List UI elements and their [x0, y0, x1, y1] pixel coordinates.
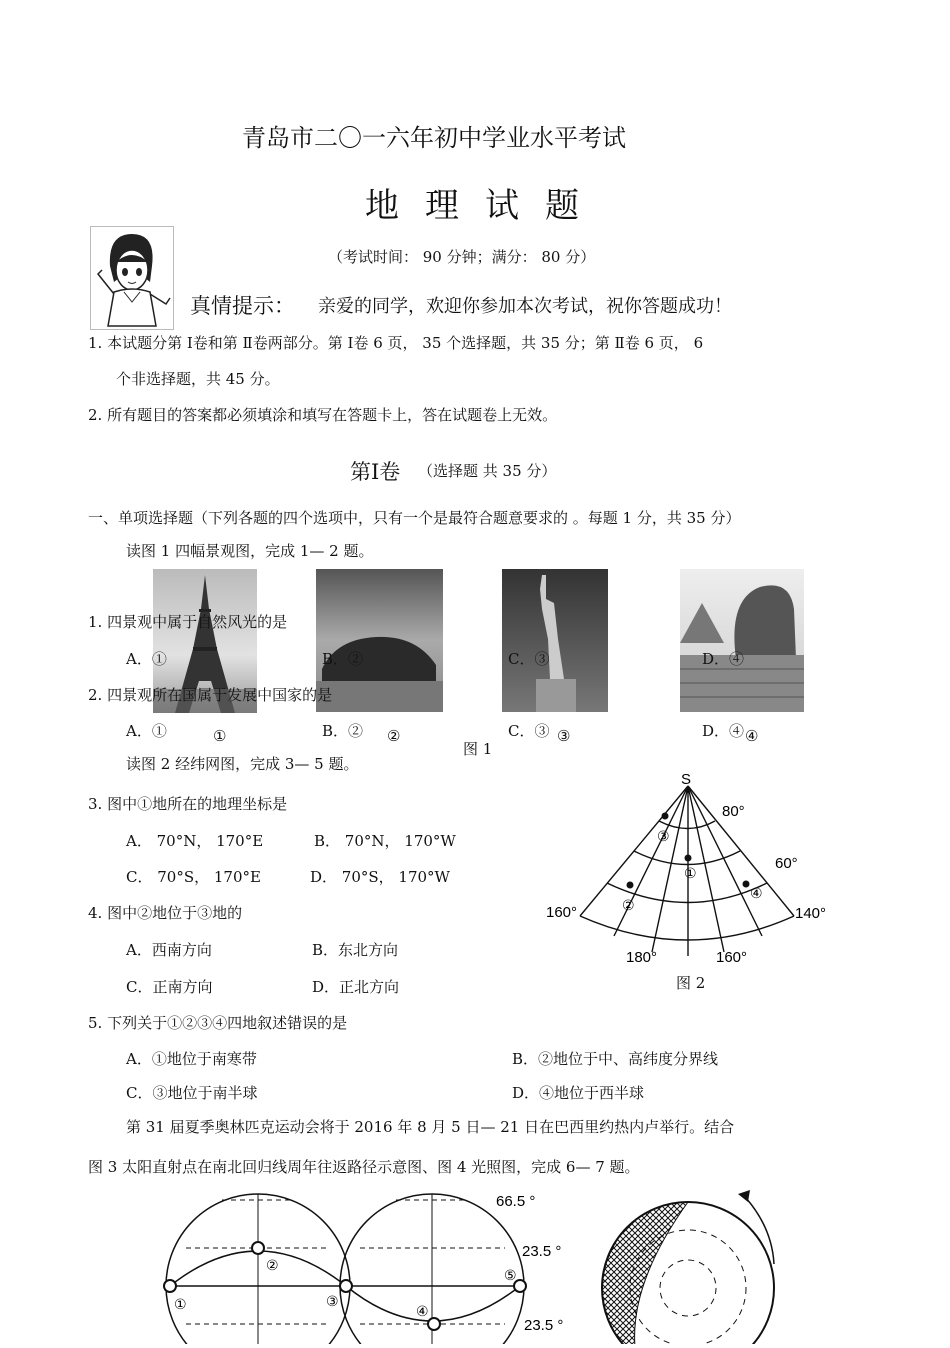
q3-option-b: B． 70°N， 170°W [314, 832, 456, 850]
q5-option-c: C．③地位于南半球 [126, 1084, 258, 1102]
q4-option-c: C．正南方向 [126, 978, 213, 996]
figure1-caption: 图 1 [463, 740, 493, 758]
figure4-illumination [596, 1188, 786, 1344]
section-heading-sub: （选择题 共 35 分） [418, 462, 557, 480]
q1-option-c: C．③ [508, 650, 550, 668]
q4-option-d: D．正北方向 [312, 978, 400, 996]
fig2-point-1: ① [684, 865, 697, 881]
fig3-point-1: ① [174, 1296, 187, 1312]
fig1-label-2: ② [387, 727, 401, 745]
q1-stem: 1. 四景观中属于自然风光的是 [88, 613, 288, 631]
uluru-rock-photo [316, 569, 443, 712]
q4-stem: 4. 图中②地位于③地的 [88, 904, 243, 922]
q4-option-a: A．西南方向 [126, 941, 212, 959]
fig3-lat-23-5-south: 23.5 ° [524, 1317, 564, 1334]
q1-option-a: A．① [126, 650, 167, 668]
figure2-caption: 图 2 [676, 974, 706, 992]
figure2-graticule [540, 766, 840, 966]
q5-stem: 5. 下列关于①②③④四地叙述错误的是 [88, 1014, 348, 1032]
note-1: 1. 本试题分第 Ⅰ卷和第 Ⅱ卷两部分。第 Ⅰ卷 6 页， 35 个选择题，共 35 分；第 Ⅱ卷 6 页， 6 [88, 334, 704, 352]
fig3-lat-23-5-north: 23.5 ° [522, 1243, 562, 1260]
q2-stem: 2. 四景观所在国属于发展中国家的是 [88, 686, 333, 704]
fig2-lon-160-left: 160° [546, 904, 578, 921]
subject-title: 地理试题 [365, 186, 605, 226]
fig1-label-3: ③ [557, 727, 571, 745]
fig1-label-4: ④ [745, 727, 759, 745]
q5-option-a: A．①地位于南寒带 [126, 1050, 257, 1068]
section-heading: 第Ⅰ卷 [350, 460, 401, 484]
fig2-lon-160-bottom: 160° [716, 949, 748, 966]
q2-option-d: D．④ [702, 722, 745, 740]
q3-option-c: C． 70°S， 170°E [126, 868, 261, 886]
q3-option-a: A． 70°N， 170°E [126, 832, 264, 850]
fig2-lat-60: 60° [775, 855, 798, 872]
olympics-paragraph-line1: 第 31 届夏季奥林匹克运动会将于 2016 年 8 月 5 日— 21 日在巴西里约热内卢举行。结合 [126, 1118, 735, 1136]
q4-option-b: B．东北方向 [312, 941, 399, 959]
fig3-point-3: ③ [326, 1293, 339, 1309]
statue-of-liberty-photo [502, 569, 608, 712]
fig2-point-3: ③ [657, 828, 670, 844]
fig2-lat-80: 80° [722, 803, 745, 820]
fig3-lat-66-5: 66.5 ° [496, 1193, 536, 1210]
note-2: 2. 所有题目的答案都必须填涂和填写在答题卡上，答在试题卷上无效。 [88, 406, 558, 424]
fig3-point-5: ⑤ [504, 1267, 517, 1283]
q2-option-a: A．① [126, 722, 167, 740]
fig3-point-4: ④ [416, 1303, 429, 1319]
q5-option-d: D．④地位于西半球 [512, 1084, 645, 1102]
q2-option-b: B．② [322, 722, 364, 740]
q1-option-b: B．② [322, 650, 364, 668]
fig2-point-4: ④ [750, 885, 763, 901]
fig3-point-2: ② [266, 1257, 279, 1273]
fig2-lon-140: 140° [795, 905, 827, 922]
section-instructions: 一、单项选择题（下列各题的四个选项中，只有一个是最符合题意要求的 。每题 1 分，共 35 分） [88, 509, 741, 527]
note-1-cont: 个非选择题，共 45 分。 [116, 370, 280, 388]
tip-label: 真情提示： [190, 294, 295, 318]
exam-time-info: （考试时间： 90 分钟；满分： 80 分） [328, 248, 596, 266]
read-figure2: 读图 2 经纬网图，完成 3— 5 题。 [126, 755, 359, 773]
q3-option-d: D． 70°S， 170°W [310, 868, 450, 886]
read-figure1: 读图 1 四幅景观图，完成 1— 2 题。 [126, 542, 374, 560]
fig2-pole-label: S [681, 771, 692, 788]
girl-illustration [90, 226, 174, 330]
fig1-label-1: ① [213, 727, 227, 745]
figure3-sun-path [150, 1186, 590, 1344]
q1-option-d: D．④ [702, 650, 745, 668]
olympics-paragraph-line2: 图 3 太阳直射点在南北回归线周年往返路径示意图、图 4 光照图，完成 6— 7 题。 [88, 1158, 640, 1176]
fig2-point-2: ② [622, 897, 635, 913]
exam-title: 青岛市二〇一六年初中学业水平考试 [242, 124, 626, 152]
fig2-lon-180: 180° [626, 949, 658, 966]
q2-option-c: C．③ [508, 722, 550, 740]
q5-option-b: B．②地位于中、高纬度分界线 [512, 1050, 719, 1068]
sphinx-photo [680, 569, 804, 712]
q3-stem: 3. 图中①地所在的地理坐标是 [88, 795, 288, 813]
tip-text: 亲爱的同学，欢迎你参加本次考试，祝你答题成功！ [318, 296, 732, 317]
